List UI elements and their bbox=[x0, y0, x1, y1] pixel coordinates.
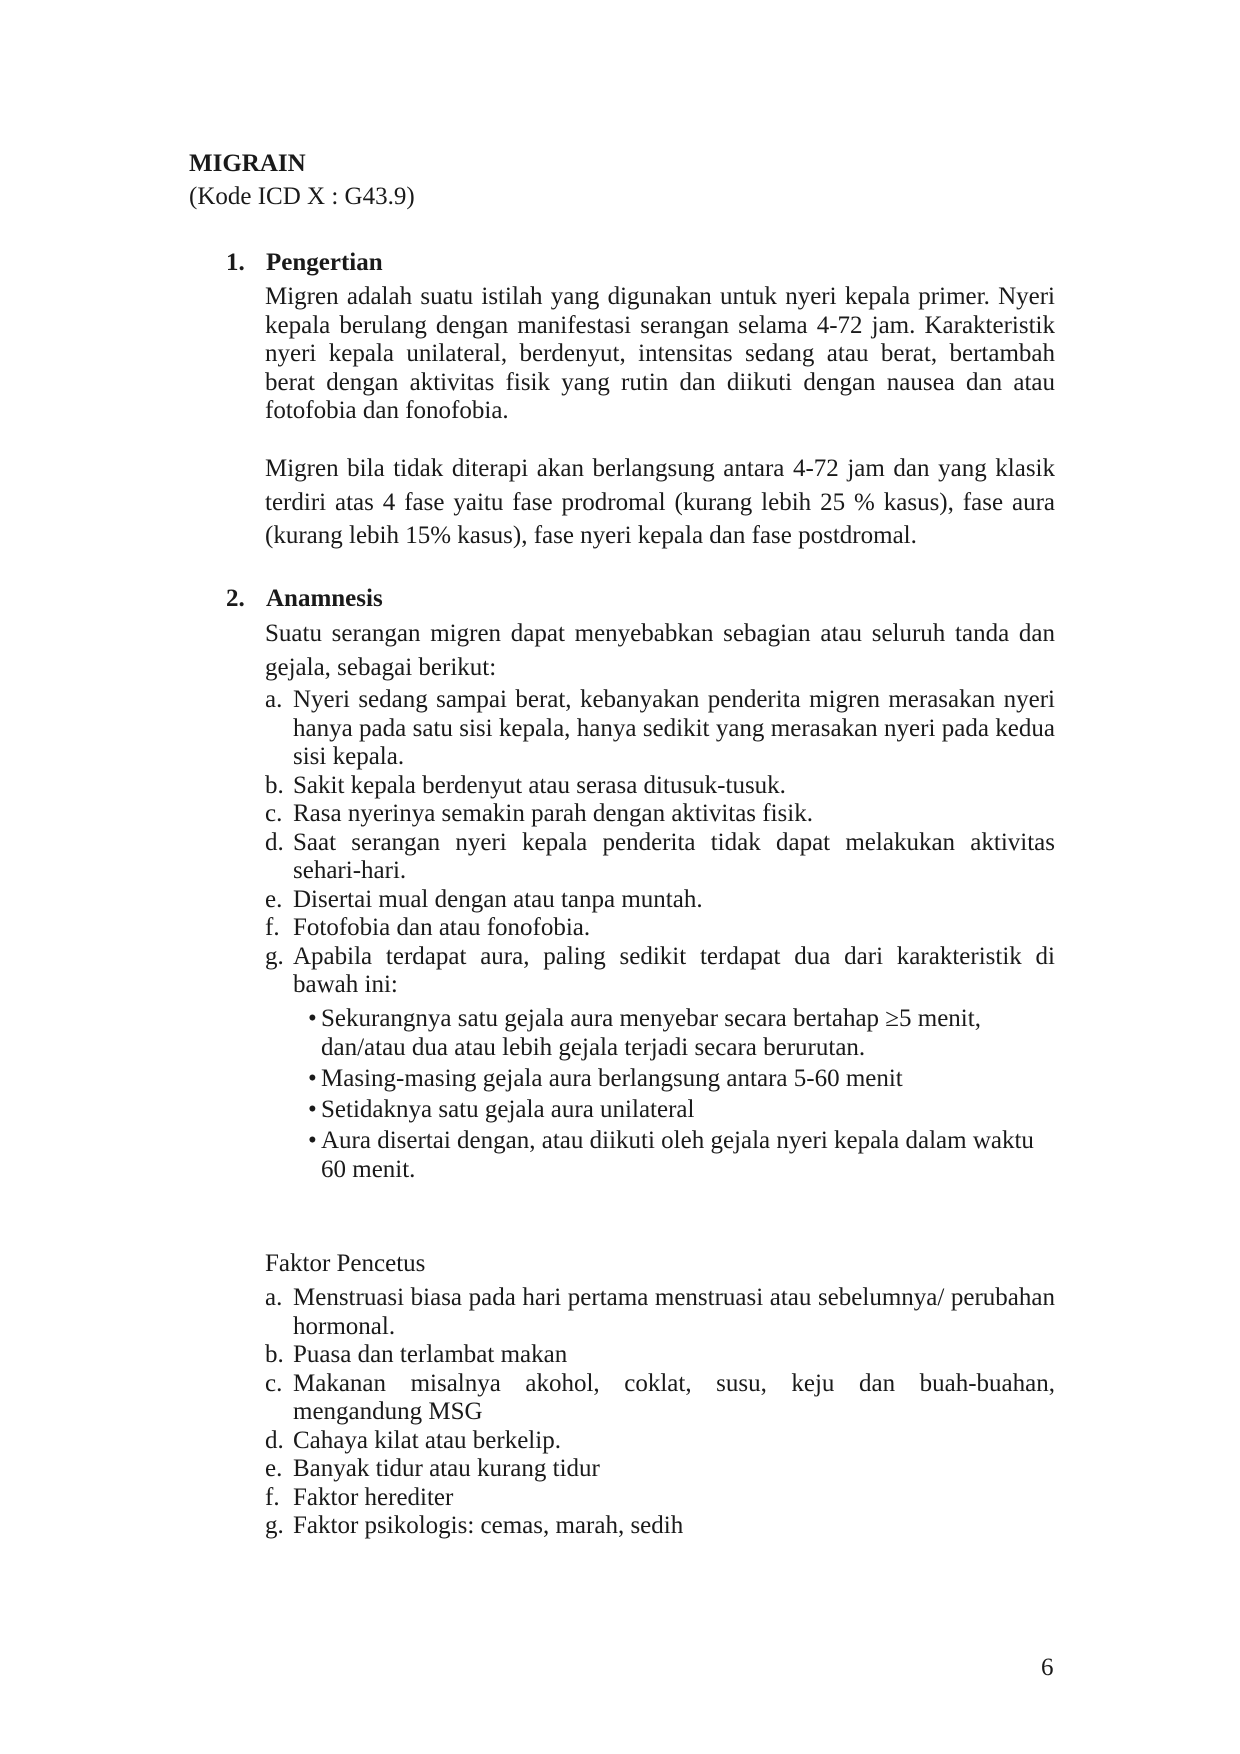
list-marker: e. bbox=[265, 885, 283, 913]
list-item-text: Banyak tidur atau kurang tidur bbox=[293, 1455, 600, 1482]
trigger-factors-heading: Faktor Pencetus bbox=[265, 1250, 426, 1277]
list-marker: e. bbox=[265, 1455, 283, 1482]
list-item bbox=[265, 772, 1055, 801]
list-item-text: Sakit kepala berdenyut atau serasa ditusuk-tusuk. bbox=[293, 771, 786, 799]
section-1-title: Pengertian bbox=[266, 249, 383, 276]
bullet-text: Sekurangnya satu gejala aura menyebar secara bertahap ≥5 menit, dan/atau dua atau lebih gejala terjadi secara berurutan. bbox=[321, 1004, 981, 1061]
symptom-list bbox=[265, 686, 1055, 1186]
list-item bbox=[265, 914, 1055, 943]
section-1-body bbox=[265, 283, 1055, 426]
list-marker: d. bbox=[265, 828, 284, 856]
list-item-text: Menstruasi biasa pada hari pertama menstruasi atau sebelumnya/ perubahan hormonal. bbox=[293, 1284, 1055, 1340]
list-item bbox=[265, 1341, 1055, 1370]
section-1-number: 1. bbox=[226, 249, 245, 276]
bullet-icon: • bbox=[308, 1064, 317, 1092]
list-item bbox=[265, 1370, 1055, 1427]
list-item bbox=[265, 1427, 1055, 1456]
bullet-item bbox=[293, 1126, 1055, 1184]
list-item bbox=[265, 829, 1055, 886]
list-item bbox=[265, 886, 1055, 915]
bullet-item bbox=[293, 1004, 1055, 1062]
list-item-text: Disertai mual dengan atau tanpa muntah. bbox=[293, 885, 703, 913]
section-2-intro bbox=[265, 617, 1055, 684]
list-marker: c. bbox=[265, 1369, 283, 1397]
list-marker: a. bbox=[265, 686, 283, 713]
bullet-text: Setidaknya satu gejala aura unilateral bbox=[321, 1095, 695, 1123]
list-item-text: Apabila terdapat aura, paling sedikit terdapat dua dari karakteristik di bawah ini: bbox=[293, 942, 1055, 998]
bullet-icon: • bbox=[308, 1095, 317, 1123]
list-item-text: Faktor herediter bbox=[293, 1483, 454, 1511]
section-1-body-2 bbox=[265, 452, 1055, 553]
list-marker: c. bbox=[265, 800, 283, 827]
list-marker: g. bbox=[265, 942, 284, 970]
list-item-text: Cahaya kilat atau berkelip. bbox=[293, 1426, 561, 1454]
list-item bbox=[265, 1284, 1055, 1341]
section-1-heading bbox=[226, 249, 383, 278]
list-item bbox=[265, 943, 1055, 1184]
bullet-icon: • bbox=[308, 1126, 317, 1154]
list-marker: a. bbox=[265, 1284, 283, 1311]
section-2-number: 2. bbox=[226, 585, 245, 612]
list-item-text: Rasa nyerinya semakin parah dengan aktivitas fisik. bbox=[293, 800, 813, 827]
list-item bbox=[265, 1512, 1055, 1541]
list-item-text: Fotofobia dan atau fonofobia. bbox=[293, 914, 591, 941]
list-marker: b. bbox=[265, 771, 284, 799]
trigger-factors-list bbox=[265, 1284, 1055, 1541]
bullet-text: Aura disertai dengan, atau diikuti oleh gejala nyeri kepala dalam waktu 60 menit. bbox=[321, 1126, 1034, 1183]
section-2-intro-text: Suatu serangan migren dapat menyebabkan sebagian atau seluruh tanda dan gejala, sebagai berikut: bbox=[265, 620, 1055, 681]
list-marker: f. bbox=[265, 914, 280, 941]
list-item bbox=[265, 1455, 1055, 1484]
icd-code: (Kode ICD X : G43.9) bbox=[189, 183, 415, 210]
list-item-text: Nyeri sedang sampai berat, kebanyakan penderita migren merasakan nyeri hanya pada satu sisi kepala, hanya sedikit yang merasakan nyeri pada kedua sisi kepala. bbox=[293, 686, 1055, 770]
list-marker: f. bbox=[265, 1483, 280, 1511]
bullet-icon: • bbox=[308, 1004, 317, 1032]
bullet-item bbox=[293, 1095, 1055, 1124]
section-2-title: Anamnesis bbox=[266, 585, 383, 612]
list-item bbox=[265, 800, 1055, 829]
list-marker: d. bbox=[265, 1426, 284, 1454]
page-number: 6 bbox=[1041, 1654, 1054, 1681]
list-marker: g. bbox=[265, 1512, 284, 1539]
section-1-paragraph-1: Migren adalah suatu istilah yang digunakan untuk nyeri kepala primer. Nyeri kepala berulang dengan manifestasi serangan selama 4-72 jam. Karakteristik nyeri kepala unilateral, berdenyut, intensitas sedang atau berat, bertambah berat dengan aktivitas fisik yang rutin dan diikuti dengan nausea dan atau fotofobia dan fonofobia. bbox=[265, 283, 1055, 424]
list-item-text: Faktor psikologis: cemas, marah, sedih bbox=[293, 1512, 684, 1539]
list-item bbox=[265, 1484, 1055, 1513]
bullet-item bbox=[293, 1064, 1055, 1093]
list-marker: b. bbox=[265, 1341, 284, 1368]
list-item-text: Makanan misalnya akohol, coklat, susu, keju dan buah-buahan, mengandung MSG bbox=[293, 1369, 1055, 1425]
list-item-text: Puasa dan terlambat makan bbox=[293, 1341, 568, 1368]
list-item bbox=[265, 686, 1055, 772]
bullet-text: Masing-masing gejala aura berlangsung antara 5-60 menit bbox=[321, 1064, 903, 1092]
document-title: MIGRAIN bbox=[189, 150, 306, 177]
section-2-heading bbox=[226, 585, 383, 614]
section-1-paragraph-2: Migren bila tidak diterapi akan berlangsung antara 4-72 jam dan yang klasik terdiri atas 4 fase yaitu fase prodromal (kurang lebih 25 % kasus), fase aura (kurang lebih 15% kasus), fase nyeri kepala dan fase postdromal. bbox=[265, 455, 1055, 549]
list-item-text: Saat serangan nyeri kepala penderita tidak dapat melakukan aktivitas sehari-hari. bbox=[293, 828, 1055, 884]
aura-criteria-list bbox=[293, 1004, 1055, 1184]
